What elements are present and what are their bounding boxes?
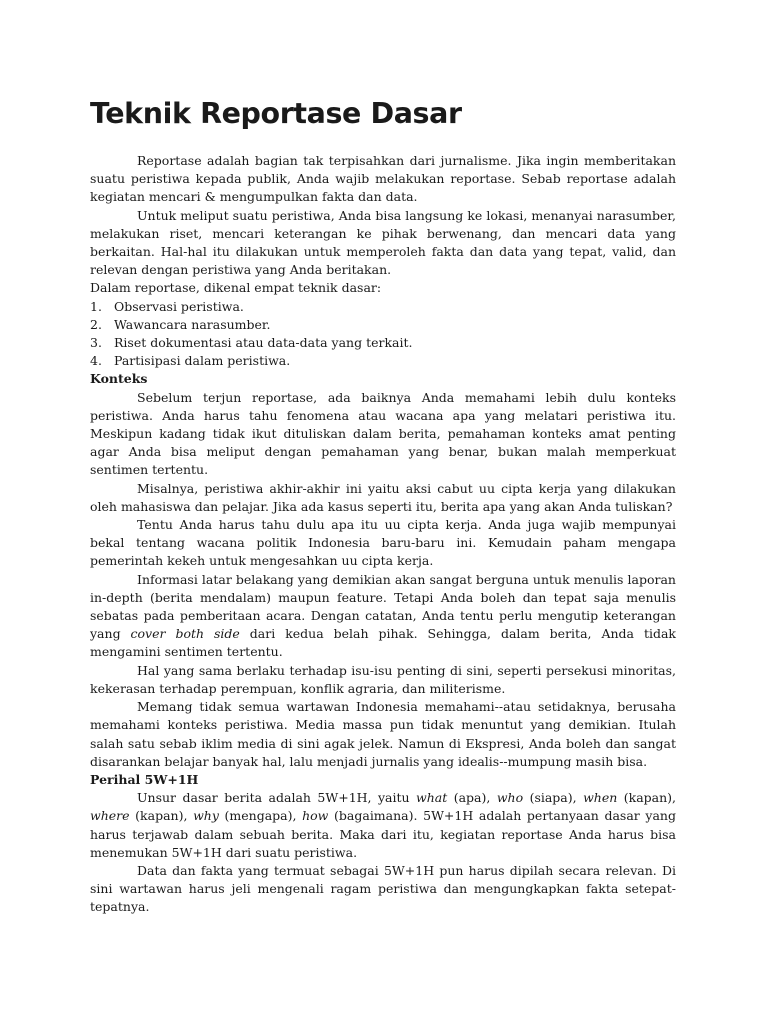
list-item-text: Wawancara narasumber. bbox=[114, 316, 271, 332]
list-item-text: Partisipasi dalam peristiwa. bbox=[114, 353, 291, 369]
document-title: Teknik Reportase Dasar bbox=[90, 97, 462, 130]
italic-term: who bbox=[496, 790, 524, 806]
text-run: (bagaimana). 5W+1H adalah pertanyaan dasar yang harus terjawab dalam sebuah berita. Maka dari itu, kegiatan reportase Anda harus bisa menemukan 5W+1H dari suatu peristiwa. bbox=[90, 808, 676, 860]
text-run: dari kedua belah pihak. Sehingga, dalam berita, Anda tidak mengamini sentimen tertentu. bbox=[90, 626, 677, 660]
konteks-paragraph-5: Hal yang sama berlaku terhadap isu-isu penting di sini, seperti persekusi minoritas, kekerasan terhadap perempuan, konflik agraria, dan militerisme. bbox=[90, 662, 676, 696]
konteks-paragraph-4 bbox=[90, 571, 676, 662]
list-item-number: 4. bbox=[90, 353, 102, 369]
list-item bbox=[90, 316, 676, 334]
document-body bbox=[90, 152, 676, 917]
section-heading-perihal: Perihal 5W+1H bbox=[90, 771, 199, 787]
text-run: Unsur dasar berita adalah 5W+1H, yaitu bbox=[137, 790, 417, 806]
text-run: Informasi latar belakang yang demikian akan sangat berguna untuk menulis laporan in-depth (berita mendalam) maupun feature. Tetapi Anda boleh dan tepat saja menulis sebatas pada pemberitaan acara. Dengan catatan, Anda tentu perlu mengutip keterangan yang bbox=[90, 571, 676, 642]
text-run: (apa), bbox=[447, 790, 497, 806]
italic-term: where bbox=[90, 808, 130, 824]
konteks-paragraph-2: Misalnya, peristiwa akhir-akhir ini yaitu aksi cabut uu cipta kerja yang dilakukan oleh mahasiswa dan pelajar. Jika ada kasus seperti itu, berita apa yang akan Anda tuliskan? bbox=[90, 480, 676, 514]
italic-term: how bbox=[302, 808, 329, 824]
list-item bbox=[90, 298, 676, 316]
intro-paragraph-1: Reportase adalah bagian tak terpisahkan dari jurnalisme. Jika ingin memberitakan suatu peristiwa kepada publik, Anda wajib melakukan reportase. Sebab reportase adalah kegiatan mencari & mengumpulkan fakta dan data. bbox=[90, 153, 676, 205]
list-item-text: Riset dokumentasi atau data-data yang terkait. bbox=[114, 335, 413, 351]
list-item bbox=[90, 334, 676, 352]
intro-paragraph-2: Untuk meliput suatu peristiwa, Anda bisa langsung ke lokasi, menanyai narasumber, melakukan riset, mencari keterangan ke pihak berwenang, dan mencari data yang berkaitan. Hal-hal itu dilakukan untuk memperoleh fakta dan data yang tepat, valid, dan relevan dengan peristiwa yang Anda beritakan. bbox=[90, 207, 676, 278]
text-run: (mengapa), bbox=[218, 808, 303, 824]
italic-term: what bbox=[416, 790, 448, 806]
list-item-number: 1. bbox=[90, 298, 102, 314]
italic-term: why bbox=[193, 808, 219, 824]
konteks-paragraph-6: Memang tidak semua wartawan Indonesia memahami--atau setidaknya, berusaha memahami konteks peristiwa. Media massa pun tidak menuntut yang demikian. Itulah salah satu sebab iklim media di sini agak jelek. Namun di Ekspresi, Anda boleh dan sangat disarankan belajar banyak hal, lalu menjadi jurnalis yang idealis--mumpung masih bisa. bbox=[90, 699, 676, 769]
text-run: (kapan), bbox=[129, 808, 194, 824]
list-item-text: Observasi peristiwa. bbox=[114, 298, 244, 314]
intro-paragraph-3: Dalam reportase, dikenal empat teknik dasar: bbox=[90, 280, 382, 296]
konteks-paragraph-1: Sebelum terjun reportase, ada baiknya Anda memahami lebih dulu konteks peristiwa. Anda harus tahu fenomena atau wacana apa yang melatari peristiwa itu. Meskipun kadang tidak ikut dituliskan dalam berita, pemahaman konteks amat penting agar Anda bisa meliput dengan pemahaman yang benar, bukan malah memperkuat sentimen tertentu. bbox=[90, 389, 676, 478]
italic-term: cover both side bbox=[130, 626, 240, 642]
section-heading-konteks: Konteks bbox=[90, 371, 148, 387]
perihal-paragraph-2: Data dan fakta yang termuat sebagai 5W+1H pun harus dipilah secara relevan. Di sini wartawan harus jeli mengenali ragam peristiwa dan mengungkapkan fakta setepat-tepatnya. bbox=[90, 862, 676, 915]
technique-list bbox=[90, 298, 676, 371]
list-item-number: 2. bbox=[90, 316, 102, 332]
italic-term: when bbox=[583, 790, 618, 806]
text-run: (kapan), bbox=[617, 790, 676, 806]
text-run: (siapa), bbox=[523, 790, 584, 806]
list-item-number: 3. bbox=[90, 335, 102, 351]
list-item bbox=[90, 352, 676, 370]
konteks-paragraph-3: Tentu Anda harus tahu dulu apa itu uu cipta kerja. Anda juga wajib mempunyai bekal tentang wacana politik Indonesia baru-baru ini. Kemudain paham mengapa pemerintah kekeh untuk mengesahkan uu cipta kerja. bbox=[90, 517, 676, 569]
perihal-paragraph-1 bbox=[90, 789, 676, 862]
